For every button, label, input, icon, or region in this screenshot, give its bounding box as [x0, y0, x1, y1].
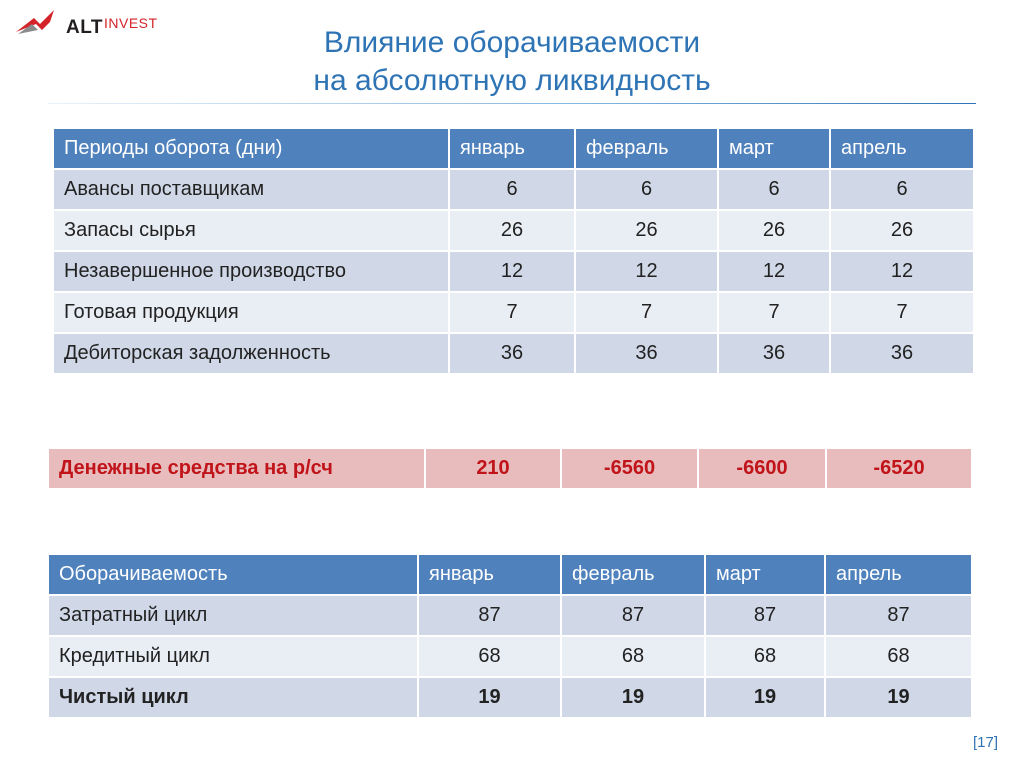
title-line-2: на абсолютную ликвидность: [313, 64, 711, 97]
table-row: [53, 333, 974, 374]
column-header: апрель: [830, 128, 974, 169]
table-cell: 6: [575, 169, 718, 210]
table-row: [48, 595, 972, 636]
table-cell: 19: [418, 677, 561, 718]
table-row: [48, 448, 972, 489]
row-label: Затратный цикл: [48, 595, 418, 636]
table-header-row: [48, 554, 972, 595]
table-cell: 68: [418, 636, 561, 677]
table-cell: 6: [449, 169, 575, 210]
table-cell: 12: [830, 251, 974, 292]
column-header: апрель: [825, 554, 972, 595]
table-row: [53, 292, 974, 333]
page-title: [0, 24, 1024, 100]
table-cell: 19: [561, 677, 705, 718]
table-cell: 68: [705, 636, 825, 677]
column-header: февраль: [575, 128, 718, 169]
table-cell: -6560: [561, 448, 698, 489]
row-label: Денежные средства на р/сч: [48, 448, 425, 489]
table-cell: 26: [830, 210, 974, 251]
table-cell: 87: [561, 595, 705, 636]
cash-balance-table: [47, 447, 973, 490]
table-cell: 12: [718, 251, 830, 292]
column-header: март: [705, 554, 825, 595]
turnover-cycle-table: [47, 553, 973, 719]
row-label: Готовая продукция: [53, 292, 449, 333]
column-header: февраль: [561, 554, 705, 595]
table-cell: 7: [449, 292, 575, 333]
title-line-1: Влияние оборачиваемости: [323, 26, 701, 59]
row-label: Запасы сырья: [53, 210, 449, 251]
logo-text-alt: ALT: [66, 17, 104, 38]
column-header: Оборачиваемость: [48, 554, 418, 595]
table-cell: 26: [449, 210, 575, 251]
table-cell: 36: [718, 333, 830, 374]
table-cell: 7: [830, 292, 974, 333]
table-header-row: [53, 128, 974, 169]
table-cell: 12: [575, 251, 718, 292]
turnover-periods-table: [52, 127, 975, 375]
table-row: [48, 636, 972, 677]
table-cell: 87: [418, 595, 561, 636]
table-cell: 12: [449, 251, 575, 292]
table-cell: 19: [825, 677, 972, 718]
table-cell: 7: [575, 292, 718, 333]
column-header: январь: [418, 554, 561, 595]
row-label: Кредитный цикл: [48, 636, 418, 677]
table-cell: 68: [561, 636, 705, 677]
table-cell: 36: [575, 333, 718, 374]
row-label: Незавершенное производство: [53, 251, 449, 292]
row-label: Дебиторская задолженность: [53, 333, 449, 374]
table-cell: -6520: [826, 448, 972, 489]
table-cell: 68: [825, 636, 972, 677]
table-cell: 19: [705, 677, 825, 718]
table-row: [53, 169, 974, 210]
table-cell: 36: [449, 333, 575, 374]
row-label: Авансы поставщикам: [53, 169, 449, 210]
column-header: январь: [449, 128, 575, 169]
table-cell: 26: [575, 210, 718, 251]
column-header: Периоды оборота (дни): [53, 128, 449, 169]
table-cell: 87: [825, 595, 972, 636]
table-cell: 6: [830, 169, 974, 210]
table-row: [53, 210, 974, 251]
table-cell: 7: [718, 292, 830, 333]
table-cell: 6: [718, 169, 830, 210]
table-row: [53, 251, 974, 292]
table-cell: 210: [425, 448, 561, 489]
table-cell: 26: [718, 210, 830, 251]
page-number: [17]: [972, 734, 998, 751]
column-header: март: [718, 128, 830, 169]
table-cell: 87: [705, 595, 825, 636]
table-cell: -6600: [698, 448, 826, 489]
table-row-total: [48, 677, 972, 718]
row-label: Чистый цикл: [48, 677, 418, 718]
table-cell: 36: [830, 333, 974, 374]
title-divider: [48, 103, 976, 104]
logo-text-invest: INVEST: [104, 15, 158, 31]
